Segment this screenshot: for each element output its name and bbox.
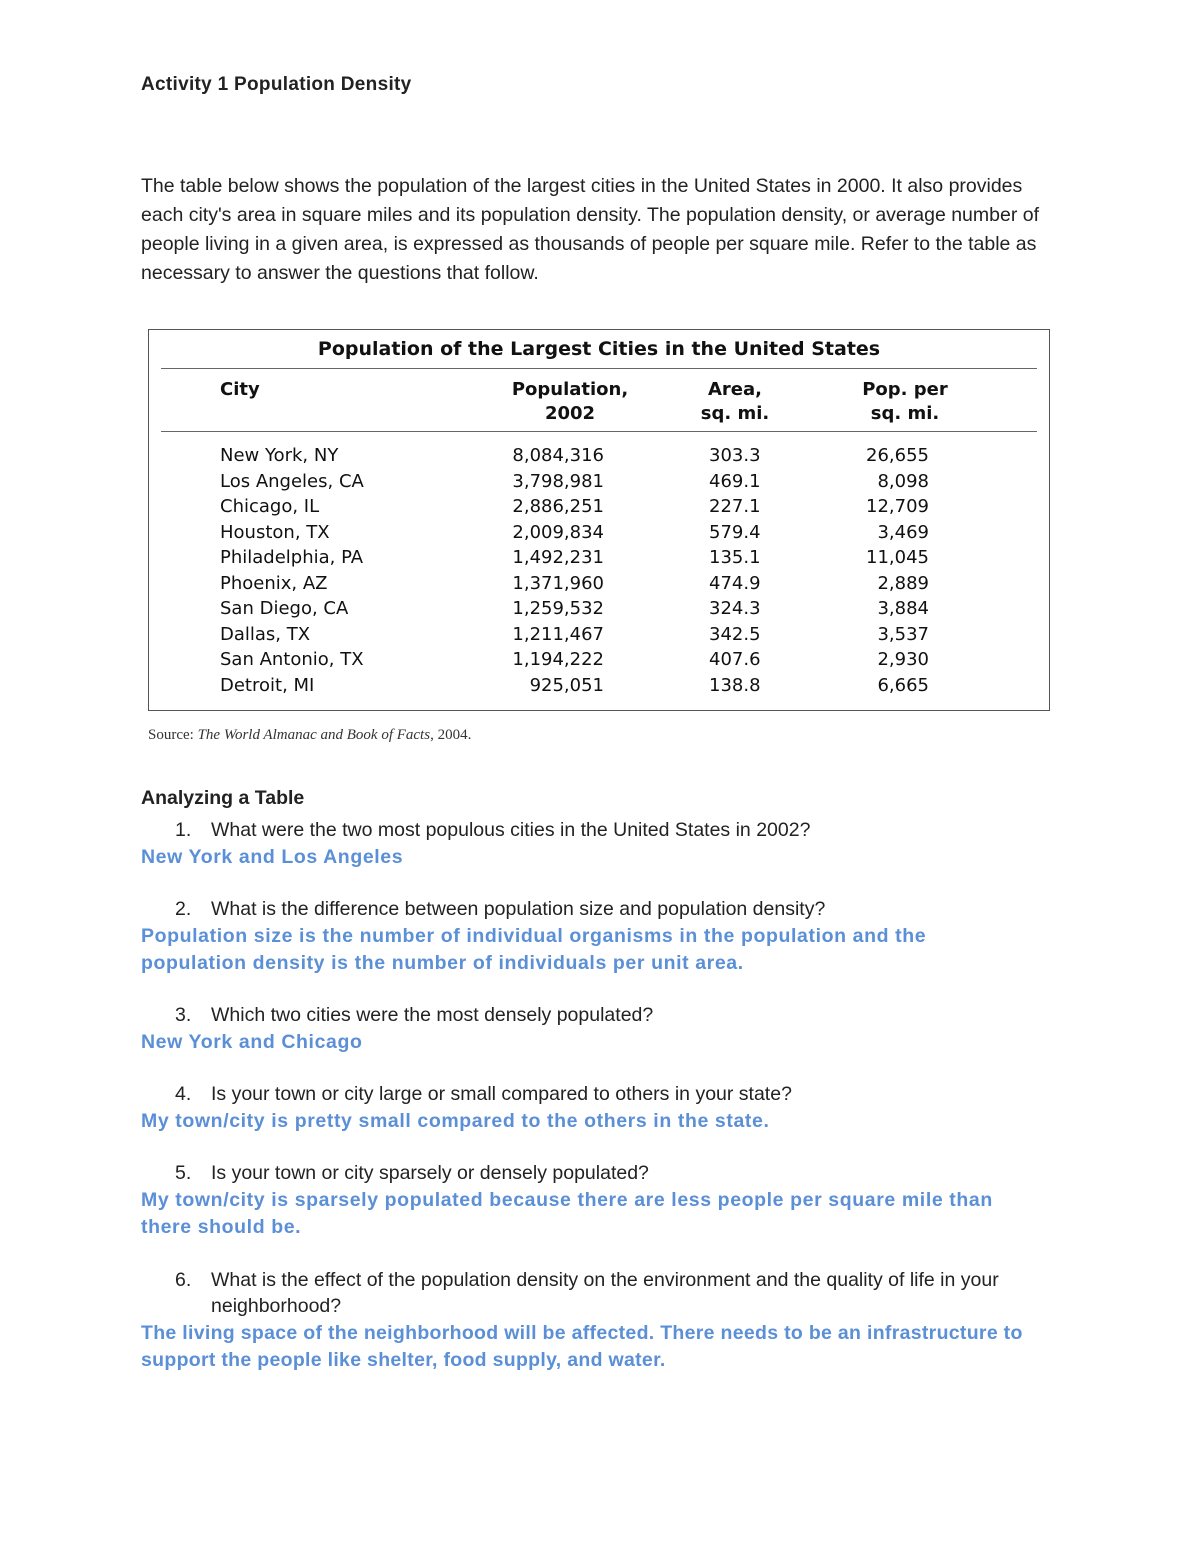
cell-city: New York, NY <box>220 445 339 466</box>
question <box>141 1002 1071 1028</box>
table-top-rule <box>161 368 1037 369</box>
answer-text: New York and Chicago <box>141 1031 363 1053</box>
table-row <box>149 622 1049 648</box>
table-title: Population of the Largest Cities in the United States <box>317 338 881 360</box>
cell-city: Phoenix, AZ <box>220 572 328 594</box>
cell-area: 342.5 <box>709 623 761 645</box>
cell-population: 2,009,834 <box>512 521 604 543</box>
cell-density: 6,665 <box>877 674 929 696</box>
table-row <box>149 673 1049 699</box>
table-body <box>149 443 1049 698</box>
cell-population: 1,194,222 <box>512 649 604 670</box>
question-number: 4. <box>175 1083 192 1105</box>
question-text: Which two cities were the most densely populated? <box>211 1004 654 1026</box>
question-block-3 <box>141 1002 1071 1056</box>
cell-population: 925,051 <box>529 674 604 696</box>
table-row <box>149 443 1049 469</box>
cell-city: Detroit, MI <box>220 674 315 696</box>
table-source <box>148 727 471 744</box>
cell-city: San Diego, CA <box>220 598 349 619</box>
cell-city: Houston, TX <box>220 521 330 543</box>
cell-area: 474.9 <box>709 572 761 594</box>
cell-population: 1,371,960 <box>512 572 604 594</box>
table-row <box>149 571 1049 597</box>
question-text: Is your town or city large or small compared to others in your state? <box>211 1083 792 1105</box>
question-number: 1. <box>175 819 192 841</box>
answer-text: The living space of the neighborhood will be affected. There needs to be an infrastructure to support the people like shelter, food supply, and water. <box>141 1322 1023 1371</box>
question-number: 6. <box>175 1269 192 1291</box>
cell-city: Philadelphia, PA <box>220 547 364 568</box>
question-block-2 <box>141 896 1071 977</box>
table-row <box>149 647 1049 673</box>
source-year: , 2004. <box>430 727 472 743</box>
cell-area: 579.4 <box>709 521 761 543</box>
source-title: The World Almanac and Book of Facts <box>197 727 431 743</box>
table-row <box>149 596 1049 622</box>
section-heading: Analyzing a Table <box>141 787 305 809</box>
question <box>141 1267 1071 1319</box>
cell-density: 11,045 <box>866 547 929 568</box>
question <box>141 1081 1071 1107</box>
cell-area: 135.1 <box>709 547 761 568</box>
cell-density: 2,889 <box>877 572 929 594</box>
question-text: What is the difference between population size and population density? <box>211 898 826 920</box>
answer-text: New York and Los Angeles <box>141 846 404 868</box>
answer-text: My town/city is sparsely populated because there are less people per square mile than there should be. <box>141 1189 993 1238</box>
source-label: Source: <box>148 727 194 743</box>
question-block-4 <box>141 1081 1071 1135</box>
cell-population: 1,492,231 <box>512 547 604 568</box>
cell-population: 1,211,467 <box>512 623 604 645</box>
question-number: 5. <box>175 1162 192 1184</box>
question <box>141 896 1071 922</box>
header-population: Population, 2002 <box>511 379 629 424</box>
population-table <box>148 329 1050 711</box>
cell-city: Los Angeles, CA <box>220 470 364 492</box>
header-density: Pop. per sq. mi. <box>862 379 948 424</box>
table-header-rule <box>161 431 1037 432</box>
table-row <box>149 494 1049 520</box>
question-block-5 <box>141 1160 1071 1241</box>
question <box>141 817 1071 843</box>
cell-area: 469.1 <box>709 470 761 492</box>
cell-city: San Antonio, TX <box>220 649 364 670</box>
answer-text: My town/city is pretty small compared to the others in the state. <box>141 1110 770 1132</box>
question-number: 2. <box>175 898 192 920</box>
cell-area: 227.1 <box>709 496 761 517</box>
answer-text: Population size is the number of individual organisms in the population and the population density is the number of individuals per unit area. <box>141 925 927 974</box>
cell-density: 3,537 <box>877 623 929 645</box>
cell-population: 3,798,981 <box>512 470 604 492</box>
table-row <box>149 520 1049 546</box>
cell-population: 2,886,251 <box>512 496 604 517</box>
cell-population: 1,259,532 <box>512 598 604 619</box>
cell-density: 26,655 <box>866 445 929 466</box>
cell-density: 12,709 <box>866 496 929 517</box>
question-block-1 <box>141 817 1071 871</box>
cell-density: 3,884 <box>877 598 929 619</box>
cell-density: 8,098 <box>877 470 929 492</box>
question-text: What were the two most populous cities in the United States in 2002? <box>211 819 811 841</box>
question-number: 3. <box>175 1004 192 1026</box>
cell-density: 3,469 <box>877 521 929 543</box>
cell-population: 8,084,316 <box>512 445 604 466</box>
header-area: Area, sq. mi. <box>700 379 770 424</box>
intro-paragraph: The table below shows the population of the largest cities in the United States in 2000. It also provides each city's area in square miles and its population density. The population density, or average number of people living in a given area, is expressed as thousands of people per square mile. Refer to the table as necessary to answer the questions that follow. <box>141 175 1039 284</box>
table-row <box>149 545 1049 571</box>
table-row <box>149 469 1049 495</box>
cell-city: Chicago, IL <box>220 496 320 517</box>
cell-density: 2,930 <box>877 649 929 670</box>
cell-area: 407.6 <box>709 649 761 670</box>
question-text: Is your town or city sparsely or densely populated? <box>211 1162 649 1184</box>
cell-city: Dallas, TX <box>220 623 311 645</box>
cell-area: 303.3 <box>709 445 761 466</box>
question <box>141 1160 1071 1186</box>
cell-area: 324.3 <box>709 598 761 619</box>
question-block-6 <box>141 1267 1071 1374</box>
header-city: City <box>220 379 260 400</box>
cell-area: 138.8 <box>709 674 761 696</box>
page-title: Activity 1 Population Density <box>141 74 412 95</box>
question-text: What is the effect of the population density on the environment and the quality of life in your neighborhood? <box>211 1269 999 1317</box>
